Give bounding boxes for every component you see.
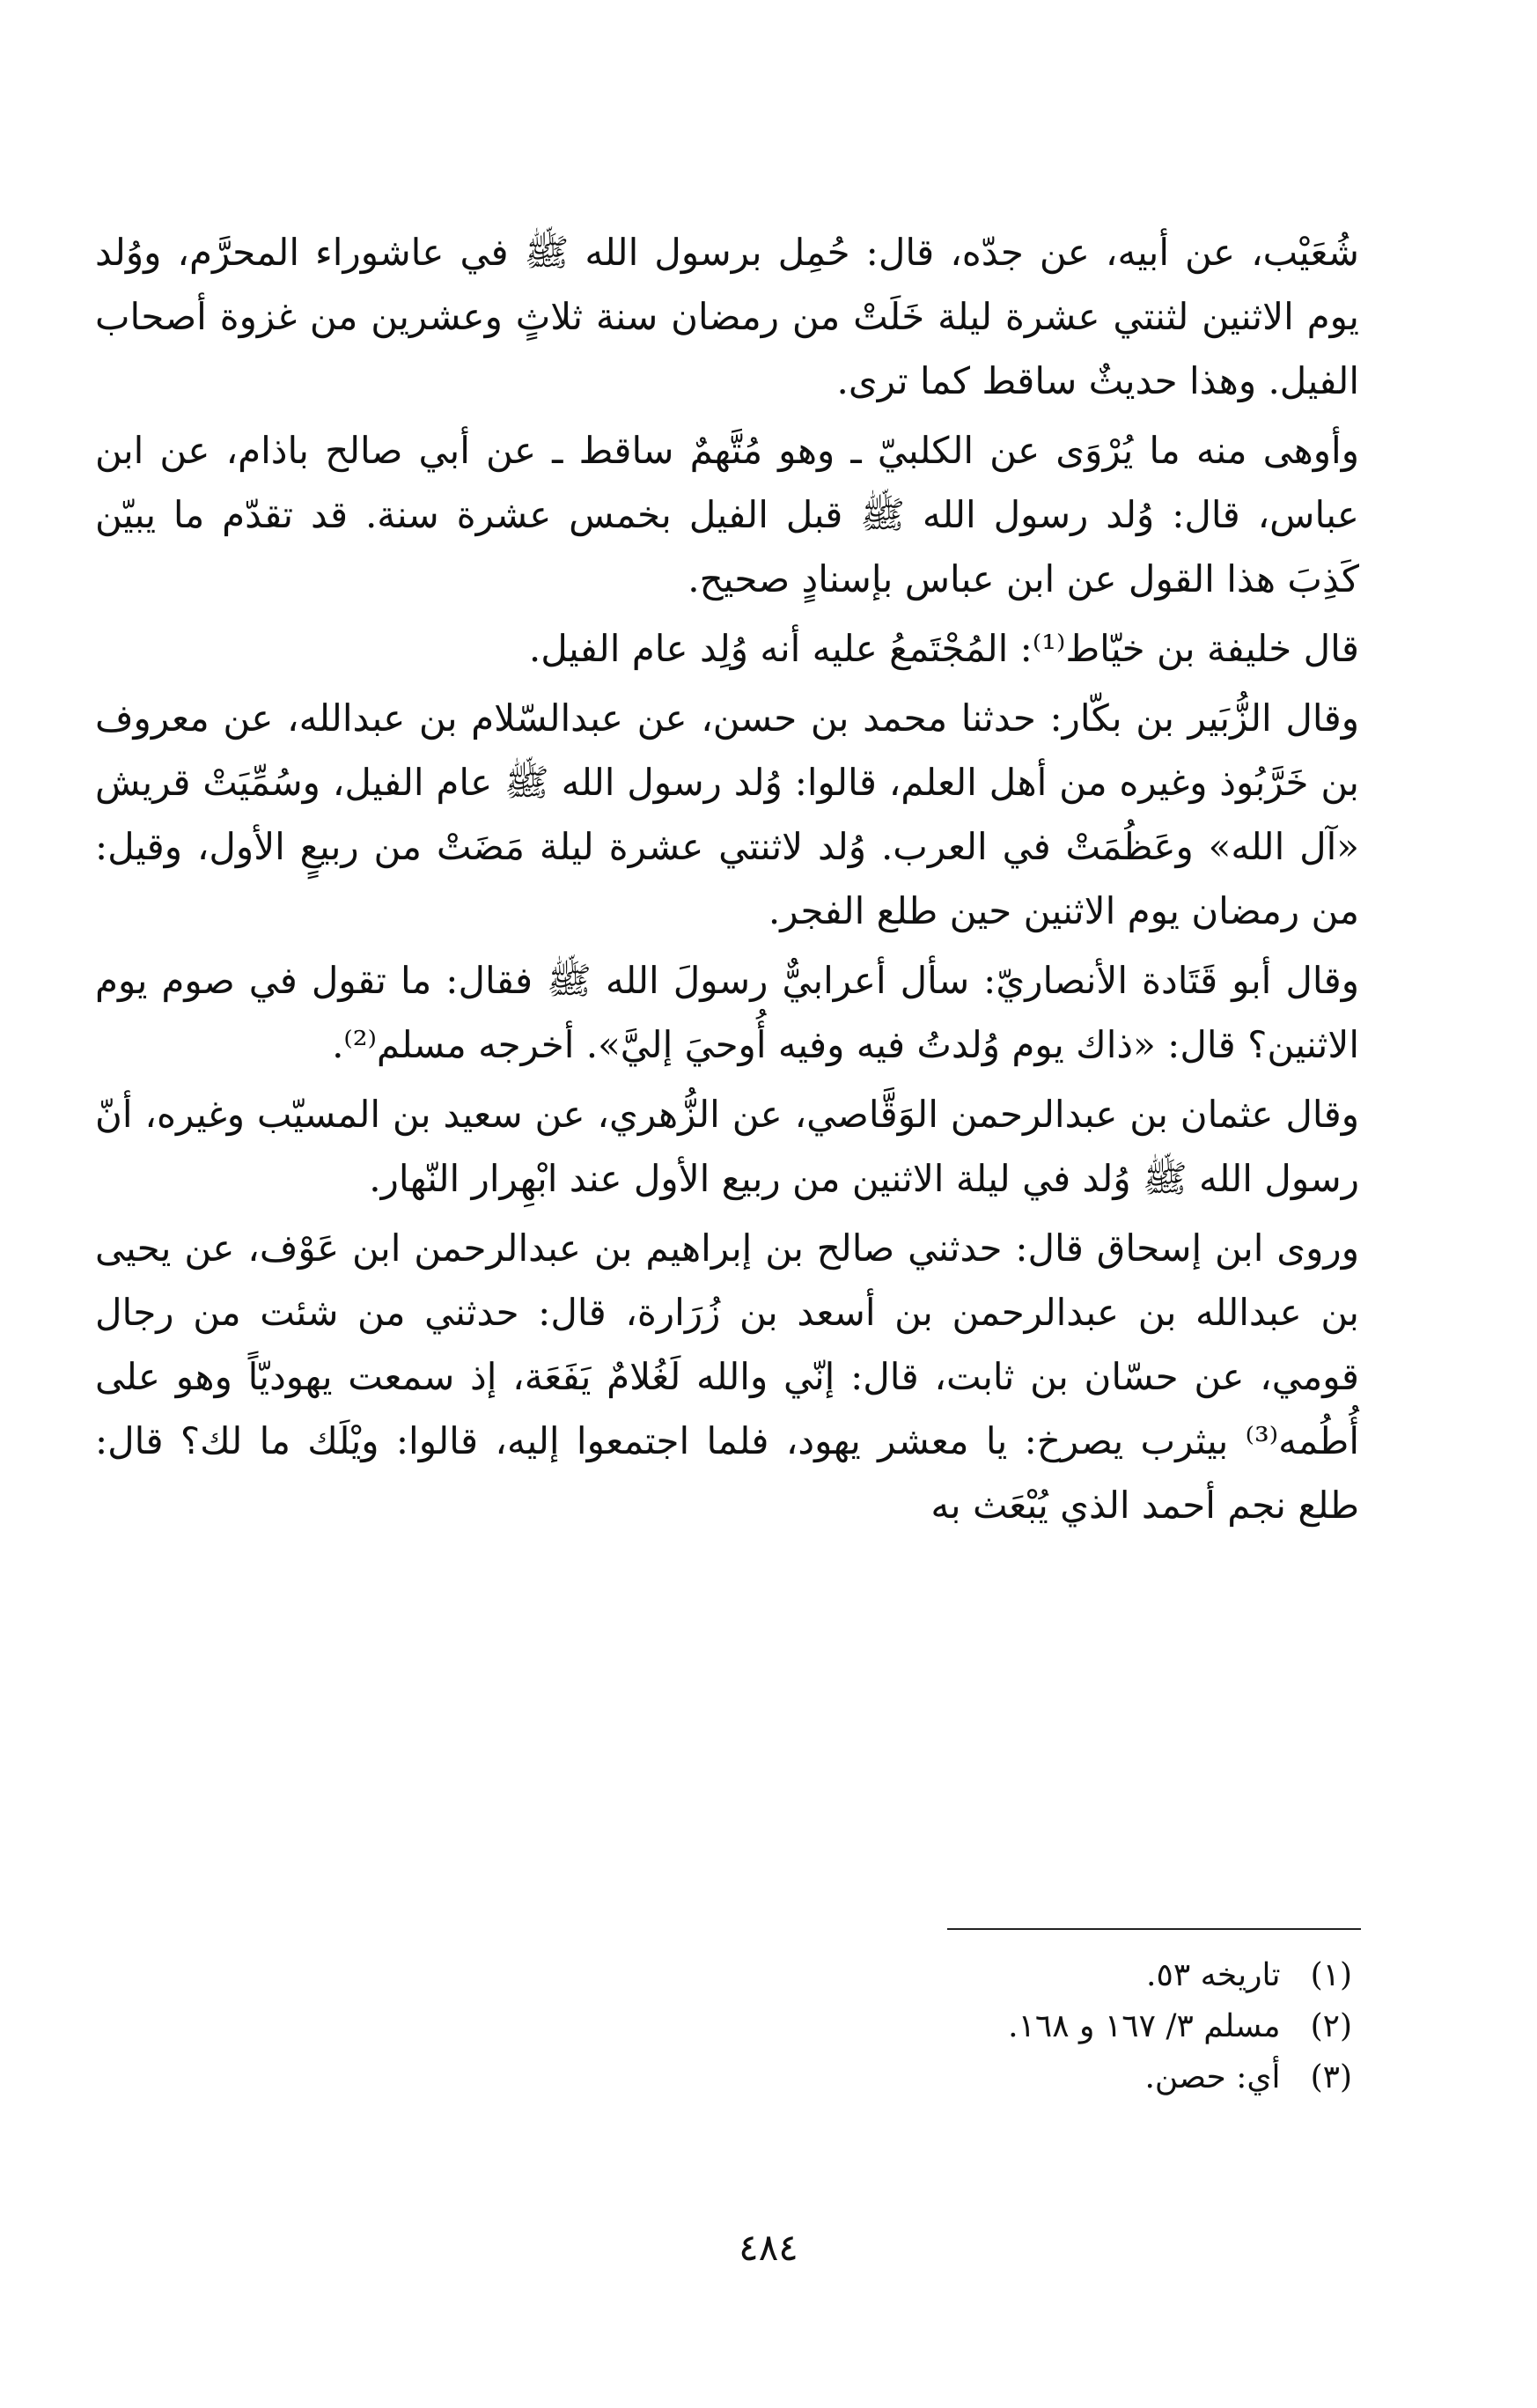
paragraph-7: وروى ابن إسحاق قال: حدثني صالح بن إبراهيم بن عبدالرحمن ابن عَوْف، عن يحيى بن عبدالله بن عبدالرحمن بن أسعد بن زُرَارة، قال: حدثني من شئت من رجال قومي، عن حسّان بن ثابت، قال: إنّي والله لَغُلامٌ يَفَعَة، إذ سمعت يهوديّاً وهو على أُطُمه⁽³⁾ بيثرب يصرخ: يا معشر يهود، فلما اجتمعوا إليه، قالوا: ويْلَك ما لك؟ قال: طلع نجم أحمد الذي يُبْعَث به <box>95 1226 1360 1527</box>
paragraph-1: شُعَيْب، عن أبيه، عن جدّه، قال: حُمِل برسول الله ﷺ في عاشوراء المحرَّم، ووُلد يوم الاثنين لثنتي عشرة ليلة خَلَتْ من رمضان سنة ثلاثٍ وعشرين من غزوة أصحاب الفيل. وهذا حديثٌ ساقط كما ترى. <box>95 231 1359 402</box>
footnote-divider <box>947 1928 1361 1930</box>
footnote-2 <box>384 2001 1352 2052</box>
paragraph-6: وقال عثمان بن عبدالرحمن الوَقَّاصي، عن الزُّهري، عن سعيد بن المسيّب وغيره، أنّ رسول الله ﷺ وُلد في ليلة الاثنين من ربيع الأول عند ابْهِرار النّهار. <box>95 1093 1359 1200</box>
footnote-number: (٢) <box>1310 2008 1352 2044</box>
paragraph-2: وأوهى منه ما يُرْوَى عن الكلبيّ ـ وهو مُتَّهمٌ ساقط ـ عن أبي صالح باذام، عن ابن عباس، قال: وُلد رسول الله ﷺ قبل الفيل بخمس عشرة سنة. قد تقدّم ما يبيّن كَذِبَ هذا القول عن ابن عباس بإسنادٍ صحيح. <box>95 429 1359 600</box>
footnote-text: مسلم ٣/ ١٦٧ و ١٦٨. <box>1008 2008 1281 2044</box>
main-text <box>95 220 1359 1537</box>
footnote-1 <box>384 1950 1352 2001</box>
footnote-number: (٣) <box>1310 2059 1352 2095</box>
paragraph-4: وقال الزُّبَير بن بكّار: حدثنا محمد بن حسن، عن عبدالسّلام بن عبدالله، عن معروف بن خَرَّبُوذ وغيره من أهل العلم، قالوا: وُلد رسول الله ﷺ عام الفيل، وسُمِّيَتْ قريش «آل الله» وعَظُمَتْ في العرب. وُلد لاثنتي عشرة ليلة مَضَتْ من ربيعٍ الأول، وقيل: من رمضان يوم الاثنين حين طلع الفجر. <box>95 696 1359 932</box>
paragraph-3: قال خليفة بن خيّاط⁽¹⁾: المُجْتَمعُ عليه أنه وُلِد عام الفيل. <box>528 627 1359 670</box>
footnote-3 <box>384 2052 1352 2103</box>
paragraph-5: وقال أبو قَتَادة الأنصاريّ: سأل أعرابيٌّ رسولَ الله ﷺ فقال: ما تقول في صوم يوم الاثنين؟ قال: «ذاك يوم وُلدتُ فيه وفيه أُوحيَ إليَّ». أخرجه مسلم⁽²⁾. <box>95 959 1359 1066</box>
footnotes <box>384 1950 1352 2103</box>
footnote-text: تاريخه ٥٣. <box>1146 1957 1281 1993</box>
footnote-number: (١) <box>1310 1957 1352 1993</box>
footnote-text: أي: حصن. <box>1144 2059 1281 2095</box>
page-number: ٤٨٤ <box>739 2226 798 2269</box>
